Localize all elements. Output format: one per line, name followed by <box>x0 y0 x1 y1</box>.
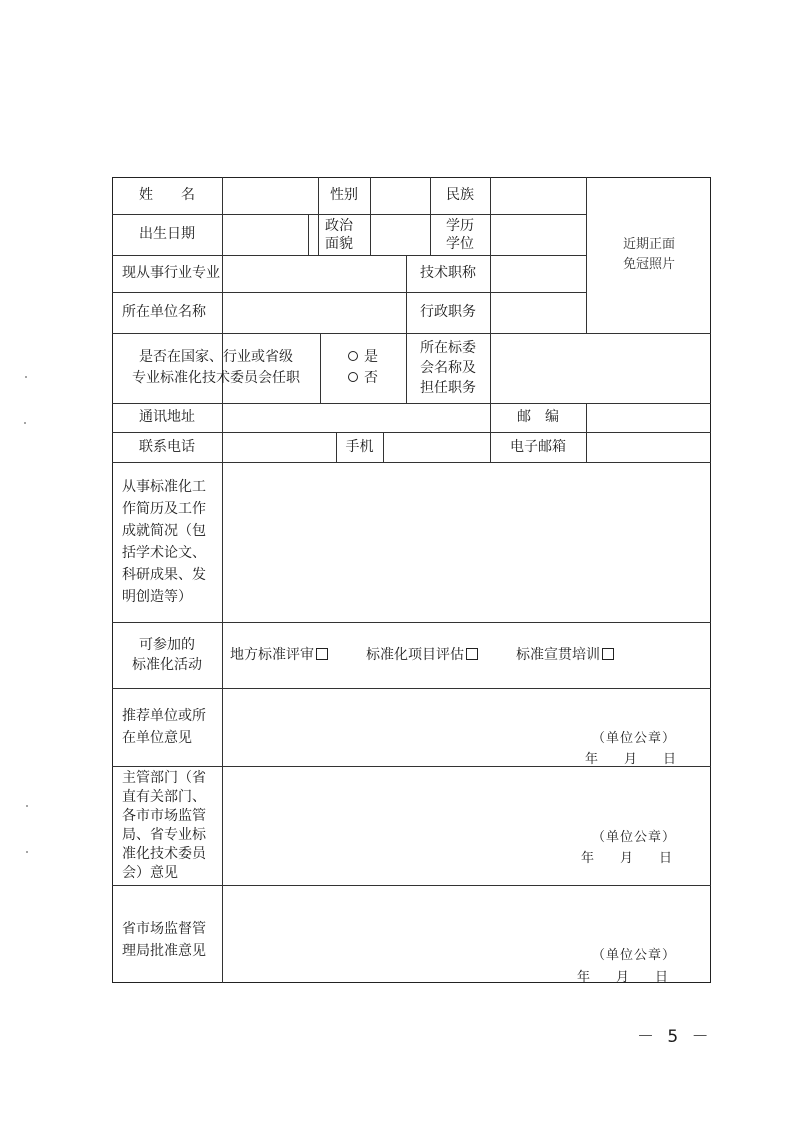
committee-name-field[interactable] <box>491 333 711 403</box>
education-field[interactable] <box>491 214 586 255</box>
committee-radio-group <box>320 333 406 403</box>
political-status-field[interactable] <box>371 214 430 255</box>
activity-local-standard-review[interactable] <box>230 645 328 666</box>
date-text: 年 月 日 <box>581 851 673 866</box>
checkbox-icon <box>602 648 614 660</box>
photo-note: 近期正面 免冠照片 <box>622 237 675 272</box>
activity-2-label: 标准化项目评估 <box>366 646 464 663</box>
employer-field[interactable] <box>223 292 406 333</box>
option-yes[interactable] <box>348 347 378 368</box>
recommend-label: 推荐单位或所 在单位意见 <box>122 708 206 746</box>
ethnicity-label: 民族 <box>446 187 474 203</box>
ethnicity-field[interactable] <box>491 177 586 214</box>
birthdate-field[interactable] <box>223 214 308 255</box>
name-label: 姓 名 <box>139 187 195 203</box>
phone-field[interactable] <box>223 432 336 462</box>
employer-label: 所在单位名称 <box>122 304 206 320</box>
supervisor-label: 主管部门（省 直有关部门、 各市市场监管 局、省专业标 准化技术委员 会）意见 <box>122 769 206 881</box>
scan-speck <box>26 805 28 807</box>
date-text: 年 月 日 <box>585 752 677 767</box>
committee-name-label: 所在标委 会名称及 担任职务 <box>420 340 476 396</box>
name-field[interactable] <box>223 177 318 214</box>
mobile-label: 手机 <box>345 438 374 455</box>
email-field[interactable] <box>587 432 711 462</box>
address-label: 通讯地址 <box>139 409 195 425</box>
unit-stamp-text: （单位公章） <box>592 731 677 746</box>
postcode-label: 邮 编 <box>517 409 559 425</box>
experience-field[interactable] <box>223 462 711 622</box>
checkbox-icon <box>316 648 328 660</box>
birthdate-label: 出生日期 <box>139 226 195 242</box>
date-text: 年 月 日 <box>577 970 669 985</box>
gender-label: 性别 <box>330 187 358 203</box>
email-label: 电子邮箱 <box>510 438 566 455</box>
gender-field[interactable] <box>371 177 430 214</box>
photo-placeholder[interactable] <box>587 177 711 333</box>
option-no-label: 否 <box>364 370 378 386</box>
unit-stamp-text: （单位公章） <box>592 948 677 963</box>
phone-label: 联系电话 <box>139 438 195 455</box>
activity-training[interactable] <box>516 645 614 666</box>
political-status-label: 政治 面貌 <box>325 217 353 252</box>
checkbox-icon <box>466 648 478 660</box>
tech-title-field[interactable] <box>491 255 586 292</box>
address-field[interactable] <box>223 403 490 432</box>
admin-post-field[interactable] <box>491 292 586 333</box>
experience-label: 从事标准化工 作简历及工作 成就简况（包 括学术论文、 科研成果、发 明创造等） <box>122 479 206 605</box>
option-no[interactable] <box>348 368 378 389</box>
activity-1-label: 地方标准评审 <box>230 646 314 663</box>
mobile-field[interactable] <box>384 432 490 462</box>
committee-question-label: 是否在国家、行业或省级 专业标准化技术委员会任职 <box>132 349 300 386</box>
scan-speck <box>24 422 26 424</box>
scan-speck <box>25 376 27 378</box>
unit-stamp-text: （单位公章） <box>592 830 677 845</box>
postcode-field[interactable] <box>587 403 711 432</box>
approval-label: 省市场监督管 理局批准意见 <box>122 921 206 959</box>
activities-label: 可参加的 标准化活动 <box>132 637 202 673</box>
scan-speck <box>26 851 28 853</box>
activity-project-evaluation[interactable] <box>366 645 478 666</box>
profession-field[interactable] <box>223 255 406 292</box>
radio-circle-icon <box>348 372 358 382</box>
admin-post-label: 行政职务 <box>420 304 476 320</box>
activity-3-label: 标准宣贯培训 <box>516 646 600 663</box>
profession-label: 现从事行业专业 <box>122 265 220 281</box>
education-label: 学历 学位 <box>446 217 474 252</box>
activities-options <box>223 622 711 688</box>
radio-circle-icon <box>348 351 358 361</box>
page-number: － 5 － <box>637 1027 713 1047</box>
option-yes-label: 是 <box>364 349 378 365</box>
tech-title-label: 技术职称 <box>420 265 476 281</box>
